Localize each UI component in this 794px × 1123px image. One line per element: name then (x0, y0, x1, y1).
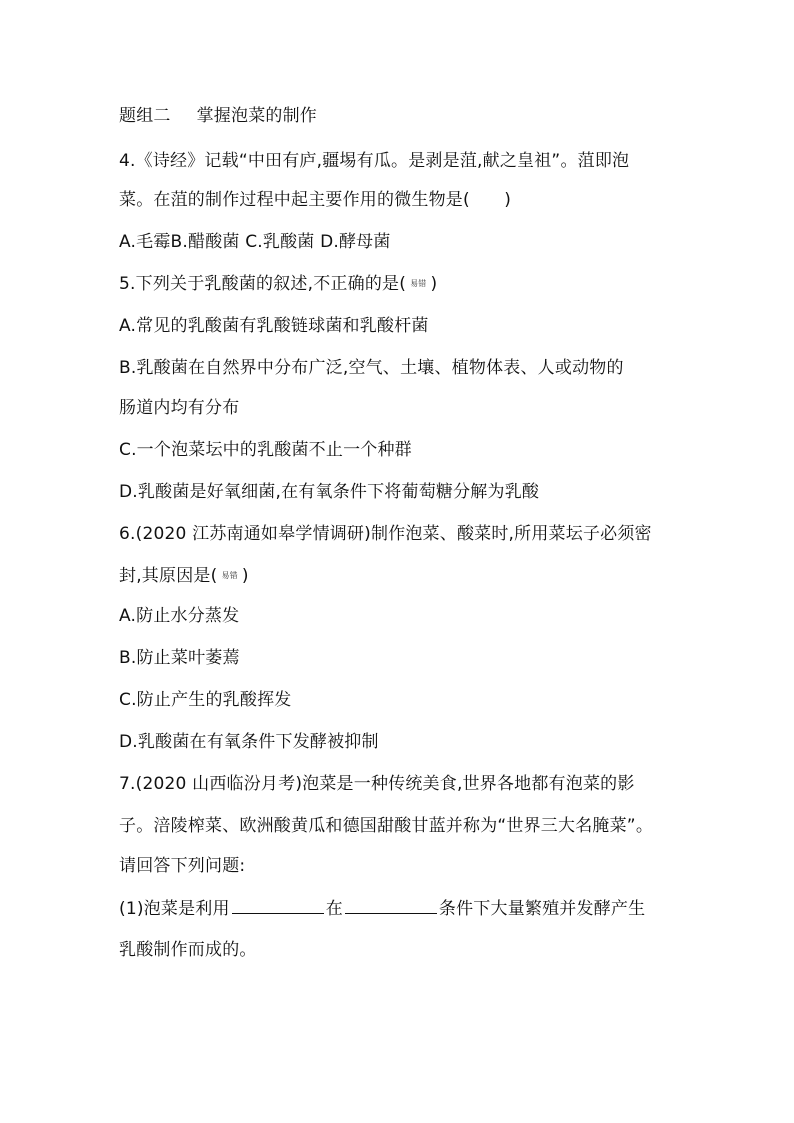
section-title (119, 105, 317, 127)
q7-stem-line1: 7.(2020 山西临汾月考)泡菜是一种传统美食,世界各地都有泡菜的影 (119, 774, 635, 794)
answer-blank-1[interactable] (232, 897, 324, 914)
q7-stem-line3: 请回答下列问题: (119, 856, 246, 876)
q7-sub1-line2: 乳酸制作而成的。 (119, 940, 257, 960)
q7-sub1-line1 (119, 897, 645, 920)
q5-difficulty-tag: 易错 (410, 279, 427, 288)
q4-stem-line2: 菜。在菹的制作过程中起主要作用的微生物是( ) (119, 190, 512, 210)
q5-stem-close: ) (430, 274, 438, 294)
q5-stem (119, 273, 437, 295)
q6-stem-text: 封,其原因是( (119, 566, 218, 586)
q7-sub1-text-b: 在 (325, 899, 343, 919)
section-label: 题组二 (119, 106, 171, 126)
q7-sub1-text-c: 条件下大量繁殖并发酵产生 (438, 899, 646, 919)
q6-option-d: D.乳酸菌在有氧条件下发酵被抑制 (119, 732, 379, 752)
q6-option-c: C.防止产生的乳酸挥发 (119, 690, 292, 710)
q5-option-d: D.乳酸菌是好氧细菌,在有氧条件下将葡萄糖分解为乳酸 (119, 482, 540, 502)
q5-option-c: C.一个泡菜坛中的乳酸菌不止一个种群 (119, 440, 412, 460)
q6-stem-close: ) (241, 566, 249, 586)
q5-option-b-line1: B.乳酸菌在自然界中分布广泛,空气、土壤、植物体表、人或动物的 (119, 358, 624, 378)
q7-stem-line2: 子。涪陵榨菜、欧洲酸黄瓜和德国甜酸甘蓝并称为“世界三大名腌菜”。 (119, 816, 654, 836)
q6-option-b: B.防止菜叶萎蔫 (119, 648, 240, 668)
answer-blank-2[interactable] (345, 897, 437, 914)
q4-stem-line1: 4.《诗经》记载“中田有庐,疆埸有瓜。是剥是菹,献之皇祖”。菹即泡 (119, 151, 630, 171)
q5-option-a: A.常见的乳酸菌有乳酸链球菌和乳酸杆菌 (119, 316, 429, 336)
q5-option-b-line2: 肠道内均有分布 (119, 398, 240, 418)
q4-options: A.毛霉B.醋酸菌 C.乳酸菌 D.酵母菌 (119, 232, 391, 252)
q6-difficulty-tag: 易错 (221, 571, 238, 580)
q6-stem-line1: 6.(2020 江苏南通如皋学情调研)制作泡菜、酸菜时,所用菜坛子必须密 (119, 524, 652, 544)
q6-option-a: A.防止水分蒸发 (119, 606, 240, 626)
section-heading: 掌握泡菜的制作 (196, 106, 318, 126)
q7-sub1-text-a: (1)泡菜是利用 (119, 899, 230, 919)
q6-stem-line2 (119, 565, 249, 587)
q5-stem-text: 5.下列关于乳酸菌的叙述,不正确的是( (119, 274, 407, 294)
